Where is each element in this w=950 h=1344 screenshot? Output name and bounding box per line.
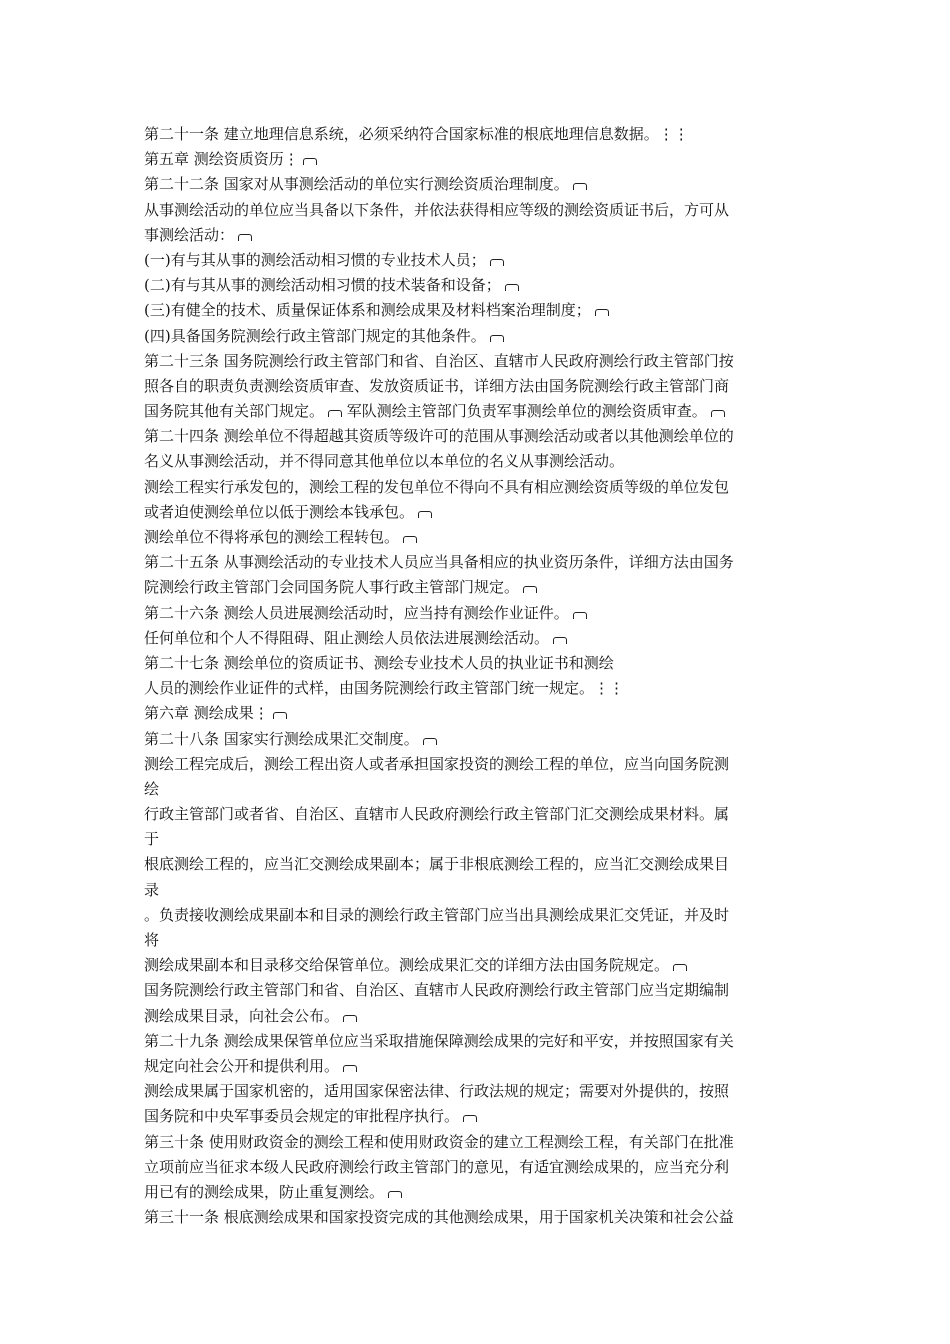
text-line: [144, 601, 824, 626]
text-line: [144, 122, 824, 147]
line-text: 测绘成果属于国家机密的，适用国家保密法律、行政法规的规定；需要对外提供的，按照: [144, 1082, 730, 1101]
line-text: 于: [144, 830, 160, 849]
paragraph-mark-icon: [553, 637, 567, 644]
line-text: 第二十三条 国务院测绘行政主管部门和省、自治区、直辖市人民政府测绘行政主管部门按: [144, 351, 734, 370]
paragraph-mark-icon: [273, 712, 287, 719]
text-line: [144, 172, 824, 197]
text-line: [144, 978, 824, 1003]
line-text: 第六章 测绘成果⋮: [144, 704, 269, 723]
line-text: 用已有的测绘成果，防止重复测绘。: [144, 1182, 385, 1201]
paragraph-mark-icon: [343, 1065, 357, 1072]
text-line: [144, 424, 824, 449]
text-line: [144, 147, 824, 172]
line-text: 第二十六条 测绘人员进展测绘活动时，应当持有测绘作业证件。: [144, 603, 569, 622]
line-text-continued: 军队测绘主管部门负责军事测绘单位的测绘资质审查。: [342, 402, 707, 421]
text-line: [144, 500, 824, 525]
line-text: 录: [144, 880, 160, 899]
line-text: 。负责接收测绘成果副本和目录的测绘行政主管部门应当出具测绘成果汇交凭证，并及时: [144, 905, 730, 924]
text-line: [144, 1205, 824, 1230]
text-line: [144, 953, 824, 978]
text-line: [144, 374, 824, 399]
paragraph-mark-icon: [505, 284, 519, 291]
text-line: [144, 449, 824, 474]
text-line: [144, 1079, 824, 1104]
line-text: 院测绘行政主管部门会同国务院人事行政主管部门规定。: [144, 578, 520, 597]
text-line: [144, 1104, 824, 1129]
line-text: 从事测绘活动的单位应当具备以下条件，并依法获得相应等级的测绘资质证书后，方可从: [144, 200, 730, 219]
line-text: 第二十四条 测绘单位不得超越其资质等级许可的范围从事测绘活动或者以其他测绘单位的: [144, 427, 734, 446]
line-text: 第三十一条 根底测绘成果和国家投资完成的其他测绘成果，用于国家机关决策和社会公益: [144, 1208, 734, 1227]
line-text: 第二十五条 从事测绘活动的专业技术人员应当具备相应的执业资历条件，详细方法由国务: [144, 553, 734, 572]
text-line: [144, 701, 824, 726]
paragraph-mark-icon: [388, 1191, 402, 1198]
paragraph-mark-icon: [418, 511, 432, 518]
line-text: 或者迫使测绘单位以低于测绘本钱承包。: [144, 502, 415, 521]
line-text: 测绘工程完成后，测绘工程出资人或者承担国家投资的测绘工程的单位，应当向国务院测: [144, 754, 730, 773]
paragraph-mark-icon: [303, 158, 317, 165]
line-text: 名义从事测绘活动，并不得同意其他单位以本单位的名义从事测绘活动。: [144, 452, 625, 471]
text-line: [144, 349, 824, 374]
text-line: [144, 802, 824, 827]
paragraph-mark-icon: [595, 309, 609, 316]
line-text: 人员的测绘作业证件的式样，由国务院测绘行政主管部门统一规定。⋮⋮: [144, 679, 625, 698]
line-text: 规定向社会公开和提供利用。: [144, 1056, 340, 1075]
paragraph-mark-icon: [490, 335, 504, 342]
paragraph-mark-icon: [523, 586, 537, 593]
text-line: [144, 651, 824, 676]
text-line: [144, 298, 824, 323]
line-text: 第五章 测绘资质资历⋮: [144, 150, 299, 169]
line-text: 第二十二条 国家对从事测绘活动的单位实行测绘资质治理制度。: [144, 175, 569, 194]
line-text: 国务院和中央军事委员会规定的审批程序执行。: [144, 1107, 460, 1126]
line-text: 将: [144, 931, 160, 949]
line-text: 事测绘活动：: [144, 225, 235, 244]
paragraph-mark-icon: [711, 410, 725, 417]
paragraph-mark-icon: [423, 738, 437, 745]
paragraph-mark-icon: [238, 234, 252, 241]
text-line: [144, 198, 824, 223]
text-line: [144, 525, 824, 550]
line-text: 立项前应当征求本级人民政府测绘行政主管部门的意见，有适宜测绘成果的，应当充分利: [144, 1157, 730, 1176]
line-text: 第二十一条 建立地理信息系统，必须采纳符合国家标准的根底地理信息数据。⋮⋮: [144, 125, 689, 143]
text-line: [144, 273, 824, 298]
paragraph-mark-icon: [343, 1015, 357, 1022]
paragraph-mark-icon: [573, 183, 587, 190]
line-text: 第二十九条 测绘成果保管单位应当采取措施保障测绘成果的完好和平安，并按照国家有关: [144, 1031, 734, 1050]
text-line: [144, 399, 824, 424]
line-text: (三)有健全的技术、质量保证体系和测绘成果及材料档案治理制度；: [144, 301, 591, 320]
line-text: 照各自的职责负责测绘资质审查、发放资质证书，详细方法由国务院测绘行政主管部门商: [144, 376, 730, 395]
text-line: [144, 223, 824, 248]
text-line: [144, 903, 824, 928]
text-line: [144, 752, 824, 777]
text-line: [144, 1180, 824, 1205]
text-line: [144, 928, 824, 953]
paragraph-mark-icon: [673, 964, 687, 971]
text-line: [144, 727, 824, 752]
paragraph-mark-icon: [490, 259, 504, 266]
line-text: 第三十条 使用财政资金的测绘工程和使用财政资金的建立工程测绘工程，有关部门在批准: [144, 1132, 734, 1151]
text-line: [144, 324, 824, 349]
text-line: [144, 676, 824, 701]
line-text: 国务院测绘行政主管部门和省、自治区、直辖市人民政府测绘行政主管部门应当定期编制: [144, 981, 730, 1000]
paragraph-mark-icon: [328, 410, 342, 417]
text-line: [144, 248, 824, 273]
line-text: (四)具备国务院测绘行政主管部门规定的其他条件。: [144, 326, 486, 345]
line-text: 国务院其他有关部门规定。: [144, 402, 325, 421]
line-text: 第二十八条 国家实行测绘成果汇交制度。: [144, 729, 419, 748]
text-line: [144, 852, 824, 877]
text-line: [144, 1155, 824, 1180]
line-text: 根底测绘工程的，应当汇交测绘成果副本；属于非根底测绘工程的，应当汇交测绘成果目: [144, 855, 730, 874]
line-text: 第二十七条 测绘单位的资质证书、测绘专业技术人员的执业证书和测绘: [144, 653, 614, 672]
paragraph-mark-icon: [403, 536, 417, 543]
text-line: [144, 1130, 824, 1155]
text-line: [144, 1004, 824, 1029]
line-text: 测绘工程实行承发包的，测绘工程的发包单位不得向不具有相应测绘资质等级的单位发包: [144, 477, 730, 496]
text-line: [144, 827, 824, 852]
line-text: (一)有与其从事的测绘活动相习惯的专业技术人员；: [144, 250, 486, 269]
line-text: 测绘成果副本和目录移交给保管单位。测绘成果汇交的详细方法由国务院规定。: [144, 956, 670, 975]
line-text: 行政主管部门或者省、自治区、直辖市人民政府测绘行政主管部门汇交测绘成果材料。属: [144, 805, 730, 824]
paragraph-mark-icon: [573, 612, 587, 619]
text-line: [144, 777, 824, 802]
text-line: [144, 475, 824, 500]
line-text: (二)有与其从事的测绘活动相习惯的技术装备和设备；: [144, 276, 501, 295]
line-text: 绘: [144, 779, 160, 798]
document-page: [144, 122, 824, 1230]
paragraph-mark-icon: [463, 1115, 477, 1122]
line-text: 测绘单位不得将承包的测绘工程转包。: [144, 528, 400, 546]
line-text: 任何单位和个人不得阻碍、阻止测绘人员依法进展测绘活动。: [144, 628, 550, 647]
text-line: [144, 550, 824, 575]
text-line: [144, 575, 824, 600]
text-line: [144, 1029, 824, 1054]
text-line: [144, 1054, 824, 1079]
line-text: 测绘成果目录，向社会公布。: [144, 1006, 340, 1025]
text-line: [144, 626, 824, 651]
text-line: [144, 878, 824, 903]
